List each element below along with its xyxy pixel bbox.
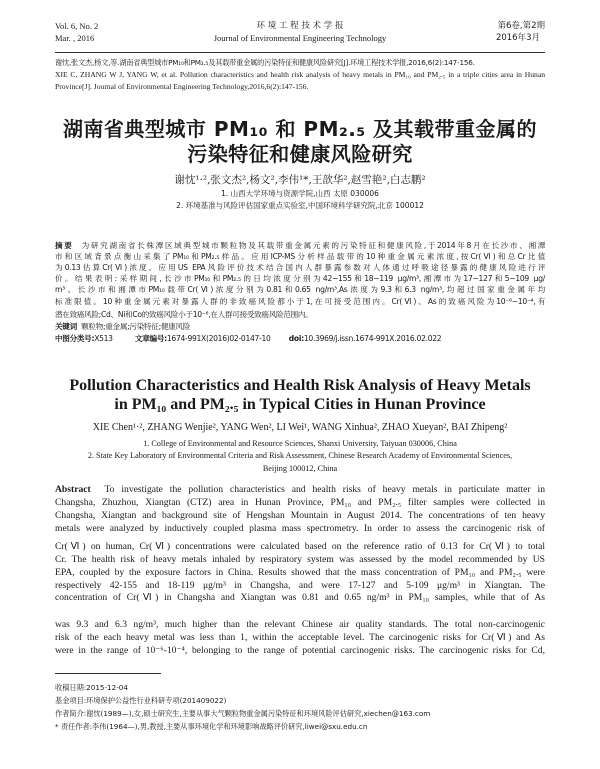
abstract-en-line: metals were analyzed by inductively coupled plasma mass spectrometry. In order to assess the carcinogenic risk of	[55, 523, 545, 534]
abstract-en-line: EPA, coupled by the exposure factors in China. Results showed that the mass concentration of PM₁₀ and PM₂.₅ were	[55, 567, 545, 578]
abstract-en-line: Cr(Ⅵ) on human, Cr(Ⅵ) concentrations were calculated based on the reference ratio of 0.13 for Cr(Ⅵ) to total	[55, 541, 545, 552]
abstract-en-line: Cr. The health risk of heavy metals inhaled by respiratory system was assessed by the model recommended by US	[55, 554, 545, 565]
title-cn-line: 污染特征和健康风险研究	[187, 142, 413, 166]
clc-value: X513	[94, 334, 113, 343]
abstract-en-line: was 9.3 and 6.3 ng/m³, much higher than the relevant Chinese air quality standards. The total non-carcinogenic	[55, 619, 545, 630]
title-cn-line: 湖南省典型城市 PM₁₀ 和 PM₂.₅ 及其载带重金属的	[62, 117, 538, 141]
citation-en-line: Province[J]. Journal of Environmental Engineering Technology,2016,6(2):147-156.	[55, 82, 309, 91]
affiliation-cn: 1. 山西大学环境与资源学院,山西 太原 030006	[221, 189, 379, 198]
keywords-cn	[55, 321, 545, 332]
title-en-line: Pollution Characteristics and Health Risk Analysis of Heavy Metals	[69, 377, 531, 394]
journal-name-cn: 环 境 工 程 技 术 学 报	[256, 21, 344, 31]
affiliation-cn: 2. 环境基准与风险评估国家重点实验室,中国环境科学研究院,北京 100012	[176, 201, 424, 210]
date-cn: 2016年3月	[495, 33, 540, 43]
affiliation-en: 2. State Key Laboratory of Environmental Criteria and Risk Assessment, Chinese Research Academy of Environmental Sciences,	[87, 451, 513, 460]
abstract-en-label: Abstract	[55, 484, 91, 495]
abstract-en-line: To investigate the pollution characteristics and health risks of heavy metals in particulate matter in	[104, 484, 545, 495]
funding: 基金项目:环境保护公益性行业科研专项(201409022)	[55, 696, 227, 705]
abstract-cn-line: 为0.13估算Cr(Ⅵ)浓度。应用US EPA风险评价技术结合国内人群暴露参数对人体通过呼吸途径暴露的健康风险进行评	[55, 263, 545, 272]
article-number-label: 文章编号:	[134, 334, 167, 343]
affiliation-en: 1. College of Environmental and Resource Sciences, Shanxi University, Taiyuan 030006, China	[143, 439, 457, 448]
received-date: 收稿日期:2015-12-04	[55, 683, 128, 692]
abstract-en-line: were in the range of 10⁻⁶-10⁻⁴, belonging to the range of potential carcinogenic risks. The carcinogenic risks for Cd,	[55, 645, 545, 656]
citation-en-line: XIE C, ZHANG W J, YANG W, et al. Pollution characteristics and health risk analysis of heavy metals in PM₁₀ and PM₂.₅ in a triple cities area in Hunan	[55, 70, 545, 79]
keywords-cn-label: 关键词	[55, 322, 77, 331]
abstract-en-line: respectively 42-155 and 18-119 μg/m³ in Changsha, and were 17-127 and 5-109 μg/m³ in Xiangtan. The	[55, 580, 545, 591]
volume-cn: 第6卷,第2期	[497, 21, 545, 31]
header-rule	[55, 52, 545, 53]
affiliation-en: Beijing 100012, China	[262, 464, 338, 473]
footnote-rule	[55, 673, 161, 674]
doi-label: doi:	[288, 334, 304, 343]
classification-line	[55, 333, 545, 344]
abstract-cn-line: m³。长沙市和湘潭市PM₁₀载带Cr(Ⅵ)浓度分别为0.81和0.65 ng/m³,As浓度为9.3和6.3 ng/m³,均超过国家重金属年均	[55, 285, 545, 294]
volume-en: Vol. 6, No. 2	[55, 21, 99, 31]
abstract-en-line: concentration of Cr(Ⅵ) in Changsha and Xiangtan was 0.81 and 0.65 ng/m³ in PM₁₀ samples, while that of As	[55, 592, 545, 603]
abstract-cn-label: 摘要	[55, 241, 74, 250]
date-en: Mar. , 2016	[55, 33, 95, 43]
abstract-en-line: Changsha, Xiangtan and background site of Hengshan Mountain in August 2014. The concentrations of ten heavy	[55, 510, 545, 521]
title-en-line: in PM₁₀ and PM₂.₅ in Typical Cities in Hunan Province	[114, 396, 486, 413]
authors-cn: 谢忱¹·²,张文杰²,杨文²,李伟¹*,王歆华²,赵雪艳²,白志鹏²	[174, 174, 426, 186]
abstract-en-line: risk of the each heavy metal was less than 1, within the acceptable level. The carcinogenic risks for Cr(Ⅵ) and As	[55, 632, 545, 643]
citation-cn: 谢忱,张文杰,杨文,等.湖南省典型城市PM₁₀和PM₂.₅及其载带重金属的污染特征和健康风险研究[J].环境工程技术学报,2016,6(2):147-156.	[55, 58, 475, 67]
abstract-cn-line: 为研究湖南省长株潭区域典型城市颗粒物及其载带重金属元素的污染特征和健康风险,于2014年8月在长沙市、湘潭	[81, 241, 545, 250]
abstract-cn-line: 标准限值。10种重金属元素对暴露人群的非致癌风险都小于1,在可接受范围内。Cr(Ⅵ)、As的致癌风险为10⁻⁶~10⁻⁴,有	[55, 297, 545, 306]
abstract-cn-line: 价。结果表明:采样期间,长沙市PM₁₀和PM₂.₅的日均浓度分别为42~155和18~119 μg/m³,湘潭市为17~127和5~109 μg/	[55, 274, 545, 283]
keywords-cn-value: 颗粒物;重金属;污染特征;健康风险	[81, 322, 191, 331]
clc-label: 中图分类号:	[55, 334, 95, 343]
author-bio: 作者简介:谢忱(1989—),女,硕士研究生,主要从事大气颗粒物重金属污染特征和环境风险评估研究,xiechen@163.com	[55, 709, 431, 718]
corresponding-author: * 责任作者:李伟(1964—),男,教授,主要从事环境化学和环境影响战略评价研究,liwei@sxu.edu.cn	[55, 722, 368, 731]
journal-name-en: Journal of Environmental Engineering Technology	[213, 33, 387, 43]
authors-en: XIE Chen¹·², ZHANG Wenjie², YANG Wen², LI Wei¹, WANG Xinhua², ZHAO Xueyan², BAI Zhipeng²	[92, 422, 508, 433]
abstract-cn-line: 市和区域背景点衡山采集了PM₁₀和PM₂.₅样品。应用ICP-MS分析样品载带的10种重金属元素浓度,按Cr(Ⅵ)和总Cr比值	[55, 252, 545, 261]
abstract-en-line: Changsha, Zhuzhou, Xiangtan (CTZ) area in Hunan Province, PM₁₀ and PM₂.₅ filter samples were collected in	[55, 497, 545, 508]
abstract-cn-line: 潜在致癌风险;Cd、Ni和Co的致癌风险小于10⁻⁶,在人群可接受致癌风险范围内。	[55, 310, 313, 319]
doi-value: 10.3969/j.issn.1674-991X.2016.02.022	[303, 334, 442, 343]
article-number-value: 1674-991X(2016)02-0147-10	[166, 334, 271, 343]
